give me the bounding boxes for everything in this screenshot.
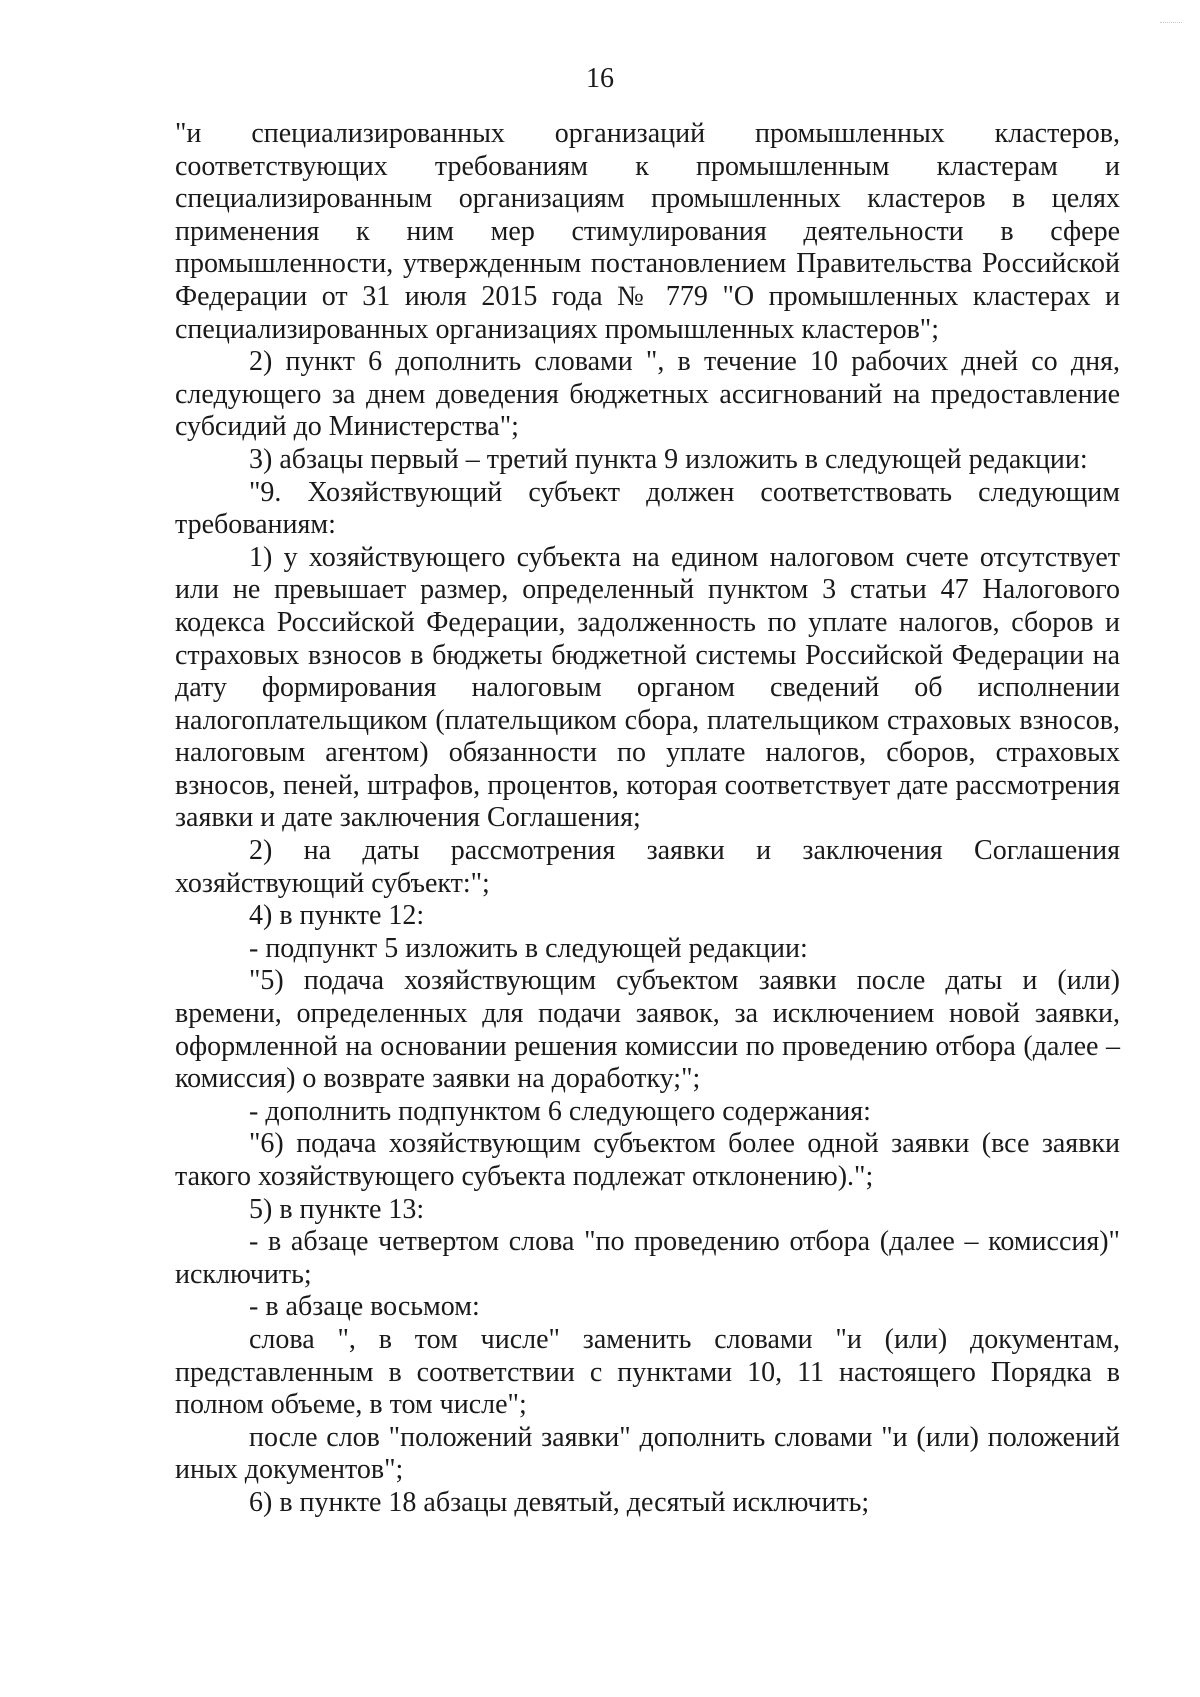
- paragraph-add-words: после слов "положений заявки" дополнить словами "и (или) положений иных документов";: [175, 1421, 1120, 1486]
- paragraph-clause-9: "9. Хозяйствующий субъект должен соответствовать следующим требованиям:: [175, 476, 1120, 541]
- paragraph-item-2: 2) пункт 6 дополнить словами ", в течение 10 рабочих дней со дня, следующего за днем доведения бюджетных ассигнований на предоставление субсидий до Министерства";: [175, 346, 1120, 443]
- page-number: 16: [586, 63, 614, 94]
- paragraph-item-4: 4) в пункте 12:: [249, 900, 425, 932]
- scan-artifact: [1160, 22, 1182, 29]
- paragraph-subclause-5: "5) подача хозяйствующим субъектом заявки после даты и (или) времени, определенных для подачи заявок, за исключением новой заявки, оформленной на основании решения комиссии по проведению отбора (далее – комиссия) о возврате заявки на доработку;";: [175, 965, 1120, 1095]
- paragraph-subclause-6: "6) подача хозяйствующим субъектом более одной заявки (все заявки такого хозяйствующего субъекта подлежат отклонению).";: [175, 1128, 1120, 1192]
- document-body: [175, 118, 1120, 1520]
- paragraph-item-5: 5) в пункте 13:: [249, 1193, 425, 1225]
- paragraph-item-4-dash-1: - подпункт 5 изложить в следующей редакции:: [249, 932, 808, 964]
- paragraph-cluster-organizations: "и специализированных организаций промышленных кластеров, соответствующих требованиям к промышленным кластерам и специализированным организациям промышленных кластеров в целях применения к ним мер стимулирования деятельности в сфере промышленности, утвержденным постановлением Правительства Российской Федерации от 31 июля 2015 года № 779 "О промышленных кластерах и специализированных организациях промышленных кластеров";: [175, 118, 1120, 345]
- paragraph-clause-9-sub-2: 2) на даты рассмотрения заявки и заключения Соглашения хозяйствующий субъект:";: [175, 835, 1120, 899]
- paragraph-item-6: 6) в пункте 18 абзацы девятый, десятый исключить;: [249, 1486, 870, 1518]
- paragraph-item-5-dash-1: - в абзаце четвертом слова "по проведению отбора (далее – комиссия)" исключить;: [175, 1226, 1120, 1290]
- paragraph-replace-words: слова ", в том числе" заменить словами "и (или) документам, представленным в соответствии с пунктами 10, 11 настоящего Порядка в полном объеме, в том числе";: [175, 1323, 1120, 1421]
- paragraph-item-3: 3) абзацы первый – третий пункта 9 изложить в следующей редакции:: [249, 443, 1088, 475]
- paragraph-item-5-dash-2: - в абзаце восьмом:: [249, 1291, 480, 1323]
- paragraph-item-4-dash-2: - дополнить подпунктом 6 следующего содержания:: [249, 1095, 871, 1127]
- paragraph-clause-9-sub-1: 1) у хозяйствующего субъекта на едином налоговом счете отсутствует или не превышает размер, определенный пунктом 3 статьи 47 Налогового кодекса Российской Федерации, задолженность по уплате налогов, сборов и страховых взносов в бюджеты бюджетной системы Российской Федерации на дату формирования налоговым органом сведений об исполнении налогоплательщиком (плательщиком сбора, плательщиком страховых взносов, налоговым агентом) обязанности по уплате налогов, сборов, страховых взносов, пеней, штрафов, процентов, которая соответствует дате рассмотрения заявки и дате заключения Соглашения;: [175, 541, 1120, 834]
